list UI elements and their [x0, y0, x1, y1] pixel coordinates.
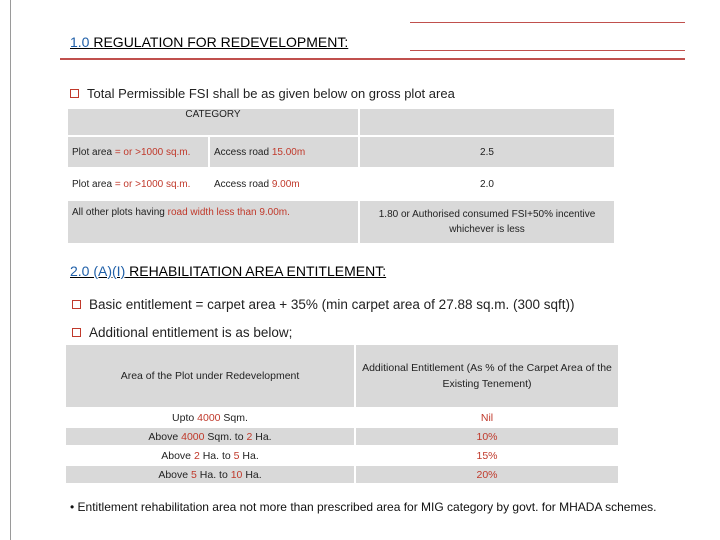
plot-area-cell: Upto 4000 Sqm.: [66, 409, 354, 426]
decorative-line: [410, 50, 685, 51]
plot-cell: Plot area = or >1000 sq.m.: [68, 137, 208, 167]
entitlement-value: Nil: [356, 409, 618, 426]
heading-title: REHABILITATION AREA ENTITLEMENT:: [125, 263, 387, 279]
plot-cell: Plot area = or >1000 sq.m.: [68, 169, 208, 199]
fsi-value: 1.80 or Authorised consumed FSI+50% incentive whichever is less: [360, 201, 614, 243]
bullet-text: Additional entitlement is as below;: [89, 325, 293, 340]
bullet-additional-entitlement: [72, 325, 292, 340]
fsi-intro: [70, 86, 455, 101]
page-frame-left: [10, 0, 11, 540]
square-bullet-icon: [72, 300, 81, 309]
bullet-basic-entitlement: [72, 297, 575, 312]
table-row: [66, 447, 618, 464]
bullet-text: Basic entitlement = carpet area + 35% (min carpet area of 27.88 sq.m. (300 sqft)): [89, 297, 575, 312]
entitlement-table: [64, 343, 620, 485]
entitlement-value: 20%: [356, 466, 618, 483]
table-row: [68, 201, 614, 243]
square-bullet-icon: [70, 89, 79, 98]
table-row: [66, 428, 618, 445]
heading-title: REGULATION FOR REDEVELOPMENT:: [93, 34, 349, 50]
heading-number: 2.0 (A)(I): [70, 263, 126, 279]
road-cell: Access road 9.00m: [210, 169, 358, 199]
road-cell: Access road 15.00m: [210, 137, 358, 167]
column-header: Area of the Plot under Redevelopment: [66, 345, 354, 407]
section-heading-1: [70, 34, 348, 50]
entitlement-value: 10%: [356, 428, 618, 445]
fsi-value: 2.0: [360, 169, 614, 199]
table-row: [66, 466, 618, 483]
table-row: [68, 169, 614, 199]
table-row: [68, 137, 614, 167]
plot-area-cell: Above 5 Ha. to 10 Ha.: [66, 466, 354, 483]
category-header: CATEGORY: [68, 109, 358, 135]
fsi-value: 2.5: [360, 137, 614, 167]
footnote: • Entitlement rehabilitation area not more than prescribed area for MIG category by govt. for MHADA schemes.: [70, 500, 657, 514]
heading-number: 1.0: [70, 34, 90, 50]
decorative-line: [410, 22, 685, 23]
decorative-line: [60, 58, 685, 60]
plot-cell: All other plots having road width less than 9.00m.: [68, 201, 358, 243]
fsi-intro-text: Total Permissible FSI shall be as given below on gross plot area: [87, 86, 455, 101]
section-heading-2: [70, 263, 386, 279]
table-row: [66, 409, 618, 426]
fsi-table: [66, 107, 616, 245]
square-bullet-icon: [72, 328, 81, 337]
entitlement-value: 15%: [356, 447, 618, 464]
plot-area-cell: Above 4000 Sqm. to 2 Ha.: [66, 428, 354, 445]
column-header: Additional Entitlement (As % of the Carpet Area of the Existing Tenement): [356, 345, 618, 407]
plot-area-cell: Above 2 Ha. to 5 Ha.: [66, 447, 354, 464]
table-header-cell: [360, 109, 614, 135]
